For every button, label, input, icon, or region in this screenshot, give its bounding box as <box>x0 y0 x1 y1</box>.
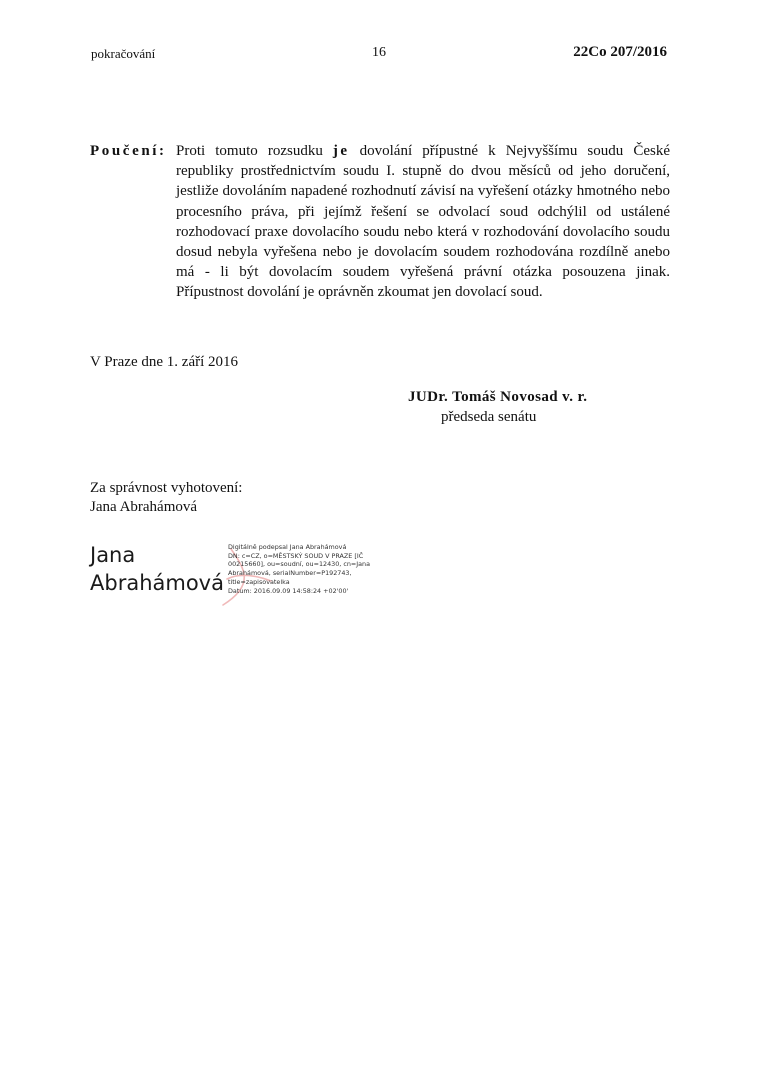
instruction-label: Poučení: <box>90 143 167 159</box>
digital-signature <box>90 541 410 611</box>
digital-signature-detail-line: Digitálně podepsal Jana Abrahámová <box>228 543 347 551</box>
instruction-section <box>90 141 670 303</box>
signer-role: předseda senátu <box>441 409 537 425</box>
instruction-text-part1: Proti tomuto rozsudku <box>176 143 323 159</box>
signer-name: JUDr. Tomáš Novosad v. r. <box>408 389 588 405</box>
header-continuation: pokračování <box>91 46 156 61</box>
certification-label: Za správnost vyhotovení: <box>90 480 243 496</box>
digital-signature-detail-line: DN: c=CZ, o=MĚSTSKÝ SOUD V PRAZE [IČ <box>228 551 364 560</box>
certification-block <box>90 479 242 517</box>
instruction-text-part2: dovolání přípustné k Nejvyššímu soudu České republiky prostřednictvím soudu I. stupně do dvou měsíců od jeho doručení, jestliže dovoláním napadené rozhodnutí závisí na vyřešení otázky hmotného nebo procesního práva, při jejímž řešení se odvolací soud odchýlil od ustálené rozhodovací praxe dovolacího soudu nebo která v rozhodování dovolacího soudu dosud nebyla vyřešena nebo je dovolacím soudem rozhodována rozdílně anebo má - li být dovolacím soudem vyřešená právní otázka posouzena jinak. Přípustnost dovolání je oprávněn zkoumat jen dovolací soud. <box>176 143 671 301</box>
digital-signature-detail-line: Datum: 2016.09.09 14:58:24 +02'00' <box>228 586 349 595</box>
digital-signature-detail-line: 00215660], ou=soudní, ou=12430, cn=Jana <box>228 560 371 569</box>
signer-block <box>408 387 587 427</box>
digital-signature-detail-line: title=zapisovatelka <box>228 577 290 586</box>
certification-name: Jana Abrahámová <box>90 499 198 515</box>
place-and-date: V Praze dne 1. září 2016 <box>90 354 239 370</box>
case-number: 22Co 207/2016 <box>573 44 667 60</box>
digital-signature-detail-line: Abrahámová, serialNumber=P192743, <box>228 569 352 578</box>
digital-signature-details <box>228 543 370 595</box>
digital-signature-name <box>90 541 224 597</box>
page-number: 16 <box>372 45 386 60</box>
instruction-text <box>176 141 670 303</box>
instruction-text-emphasis: je <box>332 143 350 159</box>
digital-signature-name-line1: Jana <box>90 543 136 567</box>
digital-signature-name-line2: Abrahámová <box>90 571 224 595</box>
